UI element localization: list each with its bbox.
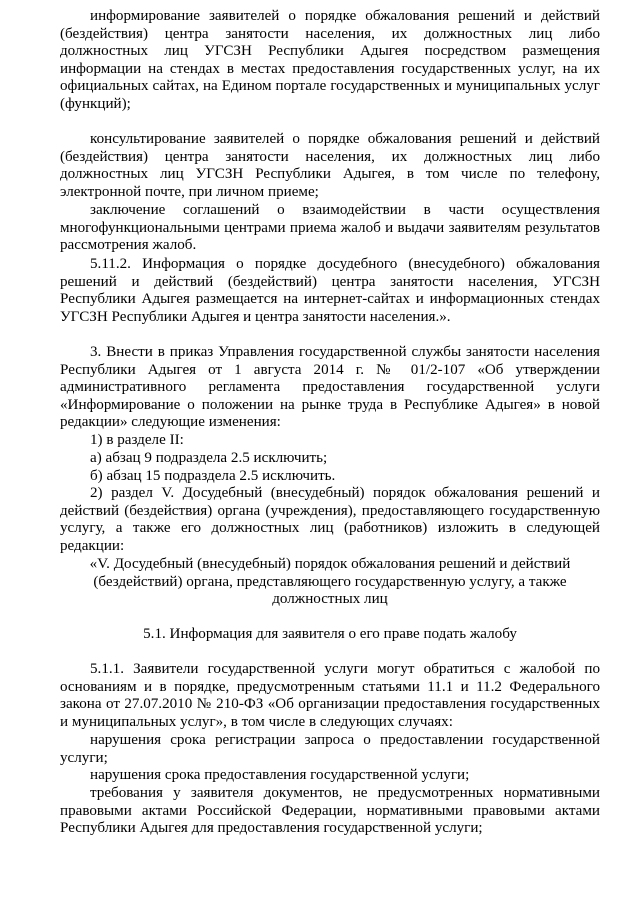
paragraph-case-provision-term: нарушения срока предоставления государственной услуги; xyxy=(90,767,470,783)
paragraph-case-documents: требования у заявителя документов, не предусмотренных нормативными правовыми актами Российской Федерации, нормативными правовыми актами Республики Адыгея для предоставления государственной услуги; xyxy=(60,785,600,837)
paragraph-section-ii: 1) в разделе II: xyxy=(90,432,184,448)
section-v-heading: «V. Досудебный (внесудебный) порядок обжалования решений и действий (бездействий) органа, представляющего государственную услугу, а также должностных лиц xyxy=(89,556,571,608)
paragraph-case-registration: нарушения срока регистрации запроса о предоставлении государственной услуги; xyxy=(60,732,600,766)
subsection-5-1-heading: 5.1. Информация для заявителя о его праве подать жалобу xyxy=(143,626,517,642)
paragraph-5-1-1: 5.1.1. Заявители государственной услуги могут обратиться с жалобой по основаниям и в порядке, предусмотренным статьями 11.1 и 11.2 Федерального закона от 27.07.2010 № 210-ФЗ «Об организации предоставления государственных и муниципальных услуг», в том числе в следующих случаях: xyxy=(60,661,600,730)
paragraph-consulting-appeal: консультирование заявителей о порядке обжалования решений и действий (бездействия) центра занятости населения, их должностных лиц либо должностных лиц УГСЗН Республики Адыгея, в том числе по телефону, электронной почте, при личном приеме; xyxy=(60,131,600,200)
paragraph-item-b: б) абзац 15 подраздела 2.5 исключить. xyxy=(90,468,336,484)
paragraph-item-a: а) абзац 9 подраздела 2.5 исключить; xyxy=(90,450,328,466)
paragraph-informing-appeal: информирование заявителей о порядке обжалования решений и действий (бездействия) центра занятости населения, их должностных лиц либо должностных лиц УГСЗН Республики Адыгея посредством размещения информации на стендах в местах предоставления государственных услуг, на их официальных сайтах, на Едином портале государственных и муниципальных услуг (функций); xyxy=(60,8,600,112)
paragraph-item-3: 3. Внести в приказ Управления государственной службы занятости населения Республики Адыгея от 1 августа 2014 г. № 01/2-107 «Об утверждении административного регламента предоставления государственной услуги «Информирование о положении на рынке труда в Республике Адыгея» в новой редакции» следующие изменения: xyxy=(60,344,600,431)
paragraph-5-11-2: 5.11.2. Информация о порядке досудебного (внесудебного) обжалования решений и действий (бездействий) центра занятости населения, УГСЗН Республики Адыгея размещается на интернет-сайтах и информационных стендах УГСЗН Республики Адыгея и центра занятости населения.». xyxy=(60,256,600,325)
paragraph-section-v-change: 2) раздел V. Досудебный (внесудебный) порядок обжалования решений и действий (бездействия) органа (учреждения), предоставляющего государственную услугу, а также его должностных лиц (работников) изложить в следующей редакции: xyxy=(60,485,600,554)
paragraph-agreements: заключение соглашений о взаимодействии в части осуществления многофункциональными центрами приема жалоб и выдачи заявителям результатов рассмотрения жалоб. xyxy=(60,202,600,254)
